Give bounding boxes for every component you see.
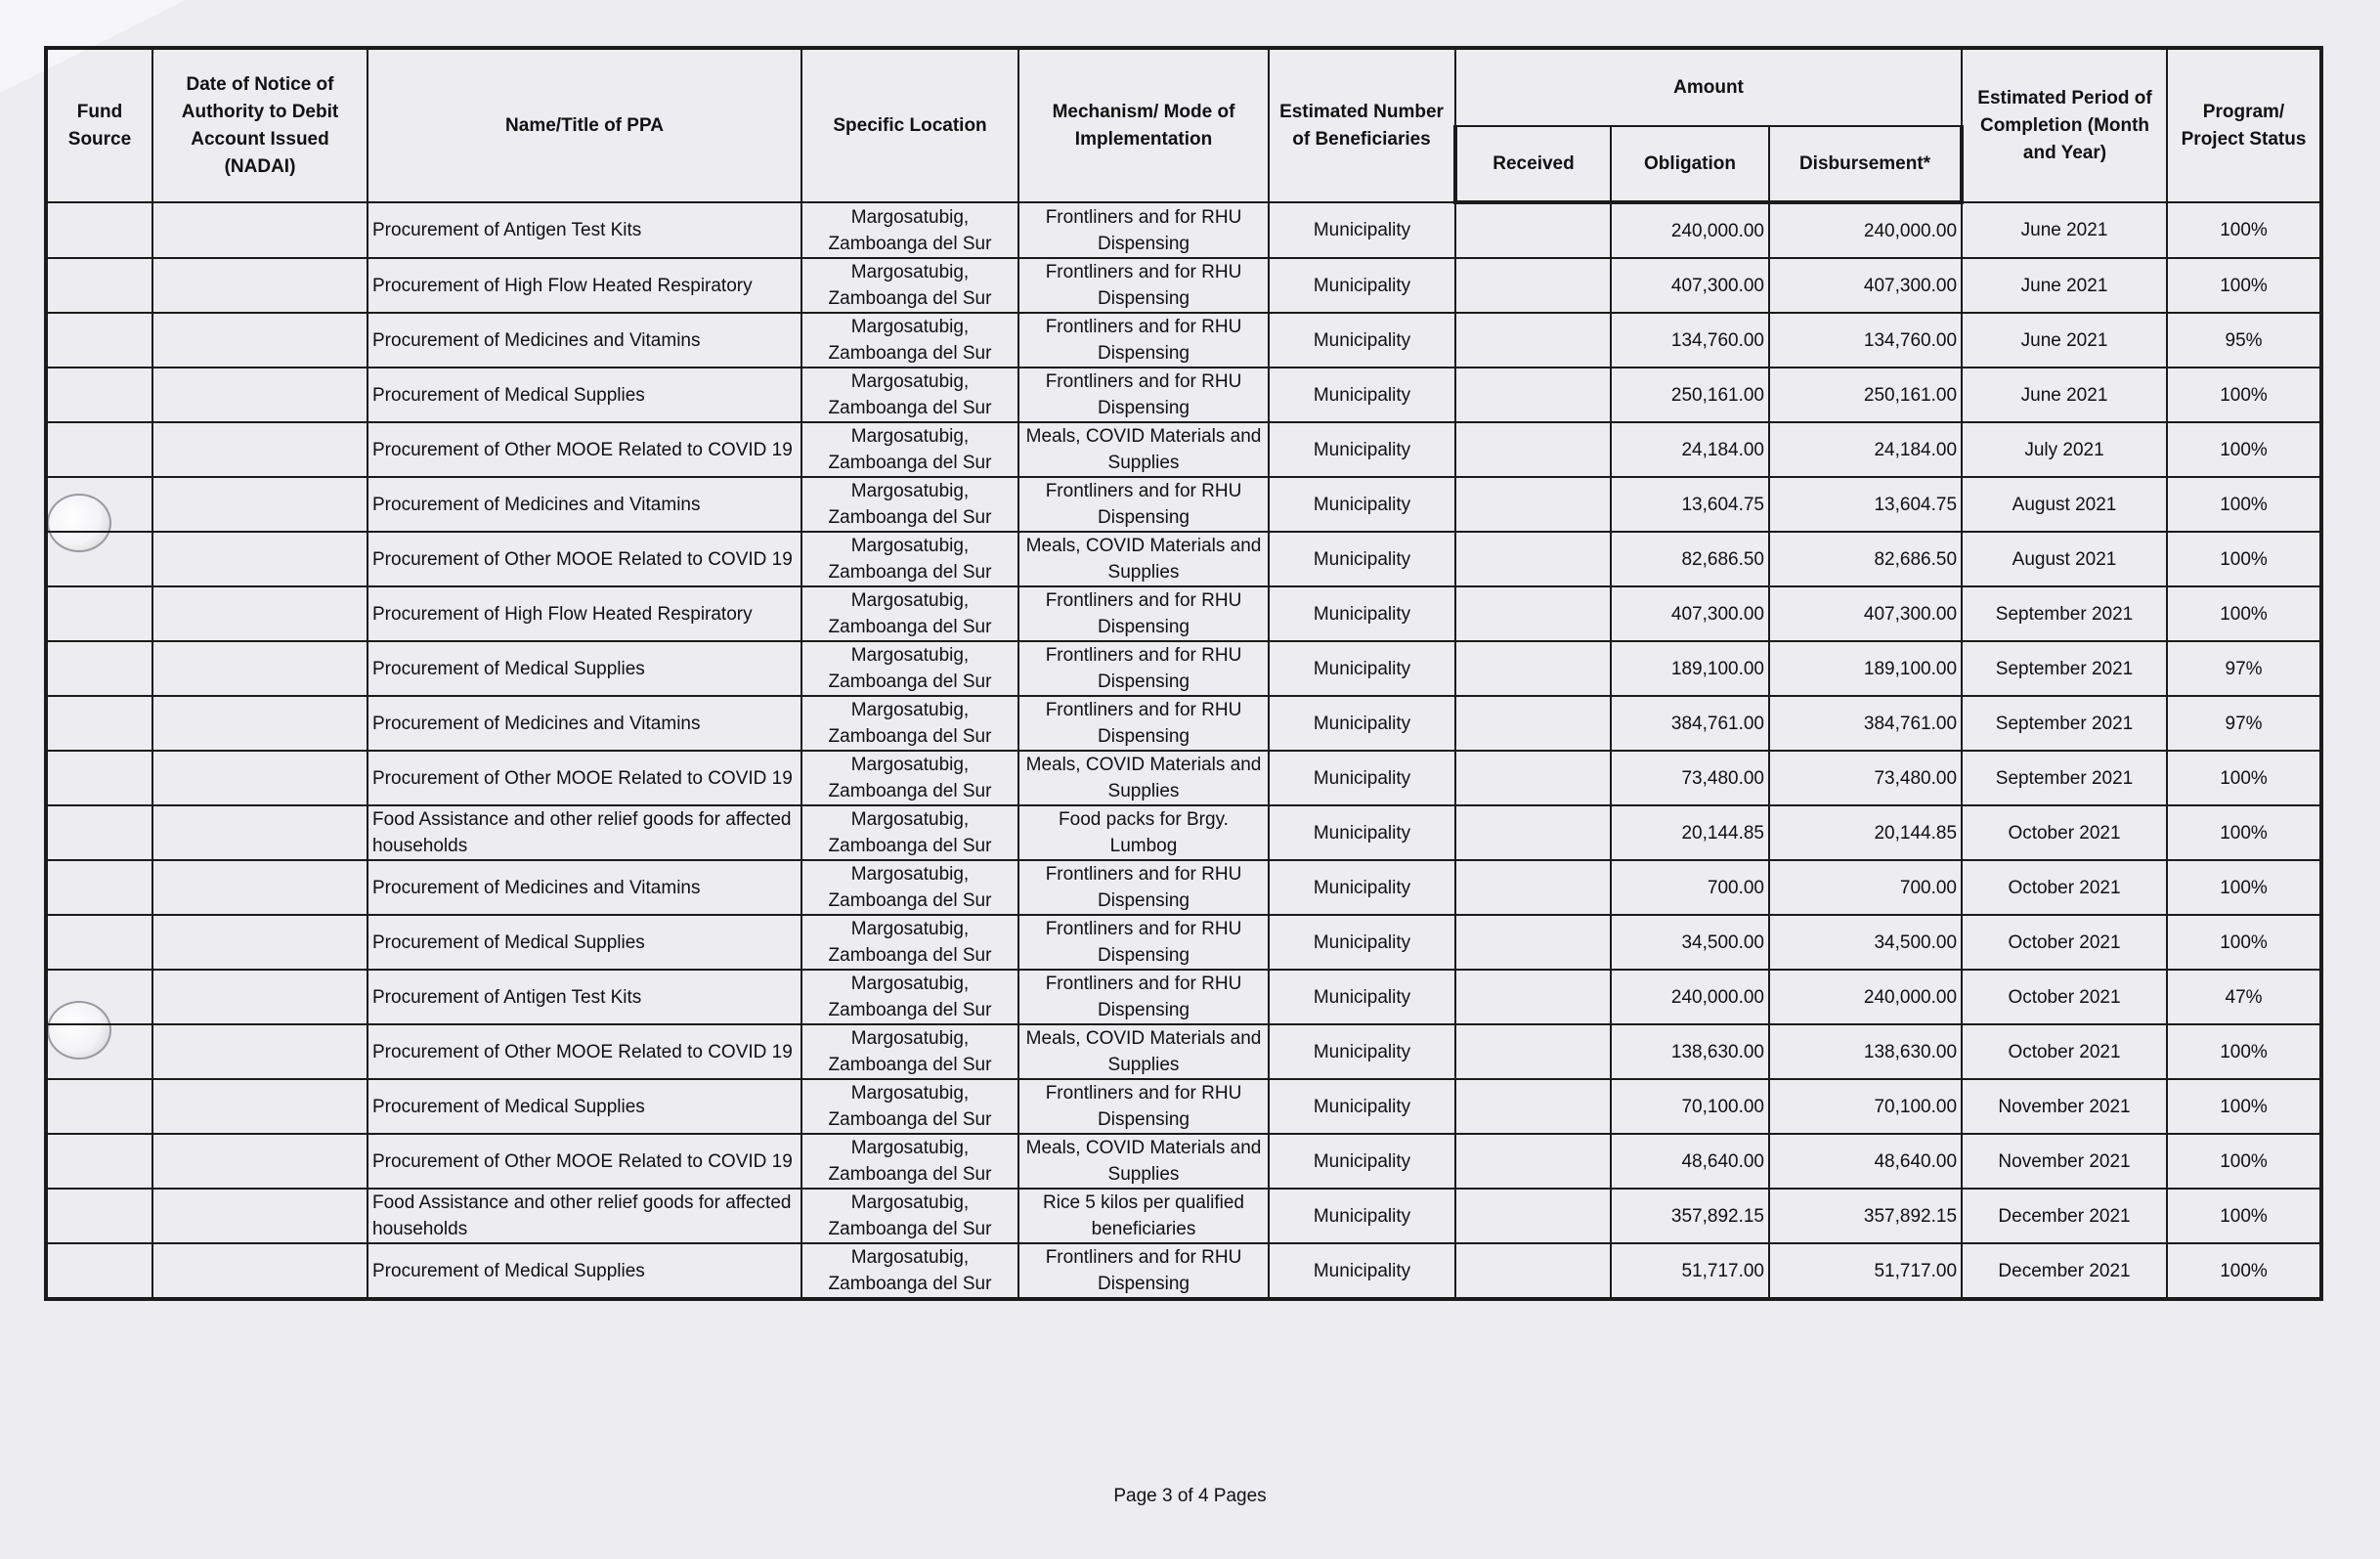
cell-name: Procurement of Medicines and Vitamins — [368, 477, 801, 532]
cell-location: Margosatubig, Zamboanga del Sur — [801, 586, 1018, 641]
cell-location: Margosatubig, Zamboanga del Sur — [801, 696, 1018, 751]
cell-received — [1455, 696, 1611, 751]
table-row — [46, 1024, 2321, 1079]
cell-period: November 2021 — [1962, 1134, 2167, 1189]
cell-beneficiaries: Municipality — [1269, 970, 1455, 1024]
cell-nadai — [152, 860, 368, 915]
cell-obligation: 51,717.00 — [1611, 1243, 1769, 1299]
cell-received — [1455, 805, 1611, 860]
cell-fund-source — [46, 1189, 152, 1243]
cell-location: Margosatubig, Zamboanga del Sur — [801, 970, 1018, 1024]
cell-mechanism: Meals, COVID Materials and Supplies — [1018, 751, 1269, 805]
cell-beneficiaries: Municipality — [1269, 860, 1455, 915]
cell-obligation: 70,100.00 — [1611, 1079, 1769, 1134]
cell-received — [1455, 1024, 1611, 1079]
cell-status: 47% — [2167, 970, 2321, 1024]
cell-obligation: 24,184.00 — [1611, 422, 1769, 477]
cell-period: June 2021 — [1962, 313, 2167, 368]
cell-nadai — [152, 915, 368, 970]
cell-period: June 2021 — [1962, 368, 2167, 422]
cell-obligation: 240,000.00 — [1611, 970, 1769, 1024]
cell-nadai — [152, 1024, 368, 1079]
cell-received — [1455, 477, 1611, 532]
cell-disbursement: 240,000.00 — [1769, 202, 1962, 258]
header-disbursement: Disbursement* — [1769, 126, 1962, 202]
cell-mechanism: Frontliners and for RHU Dispensing — [1018, 696, 1269, 751]
cell-nadai — [152, 1134, 368, 1189]
cell-fund-source — [46, 313, 152, 368]
cell-disbursement: 407,300.00 — [1769, 586, 1962, 641]
table-row — [46, 1243, 2321, 1299]
cell-obligation: 357,892.15 — [1611, 1189, 1769, 1243]
cell-obligation: 189,100.00 — [1611, 641, 1769, 696]
header-location: Specific Location — [801, 48, 1018, 202]
cell-nadai — [152, 258, 368, 313]
cell-location: Margosatubig, Zamboanga del Sur — [801, 1024, 1018, 1079]
table-row — [46, 422, 2321, 477]
table-row — [46, 860, 2321, 915]
cell-location: Margosatubig, Zamboanga del Sur — [801, 368, 1018, 422]
cell-name: Procurement of Medical Supplies — [368, 368, 801, 422]
cell-received — [1455, 1189, 1611, 1243]
cell-disbursement: 51,717.00 — [1769, 1243, 1962, 1299]
table-row — [46, 915, 2321, 970]
cell-status: 100% — [2167, 1079, 2321, 1134]
page-number: Page 3 of 4 Pages — [1113, 1486, 1267, 1506]
cell-location: Margosatubig, Zamboanga del Sur — [801, 202, 1018, 258]
cell-status: 97% — [2167, 641, 2321, 696]
cell-name: Procurement of Other MOOE Related to COVID 19 — [368, 751, 801, 805]
cell-nadai — [152, 1189, 368, 1243]
cell-status: 100% — [2167, 258, 2321, 313]
cell-beneficiaries: Municipality — [1269, 805, 1455, 860]
table-body — [46, 202, 2321, 1299]
cell-fund-source — [46, 696, 152, 751]
cell-obligation: 384,761.00 — [1611, 696, 1769, 751]
cell-location: Margosatubig, Zamboanga del Sur — [801, 915, 1018, 970]
cell-received — [1455, 1243, 1611, 1299]
cell-period: July 2021 — [1962, 422, 2167, 477]
cell-period: October 2021 — [1962, 805, 2167, 860]
cell-fund-source — [46, 477, 152, 532]
table-row — [46, 477, 2321, 532]
cell-status: 100% — [2167, 477, 2321, 532]
cell-status: 100% — [2167, 1024, 2321, 1079]
cell-location: Margosatubig, Zamboanga del Sur — [801, 860, 1018, 915]
cell-disbursement: 357,892.15 — [1769, 1189, 1962, 1243]
cell-beneficiaries: Municipality — [1269, 641, 1455, 696]
cell-nadai — [152, 202, 368, 258]
cell-fund-source — [46, 970, 152, 1024]
cell-mechanism: Frontliners and for RHU Dispensing — [1018, 970, 1269, 1024]
cell-mechanism: Frontliners and for RHU Dispensing — [1018, 313, 1269, 368]
cell-received — [1455, 532, 1611, 586]
cell-period: October 2021 — [1962, 970, 2167, 1024]
cell-status: 100% — [2167, 805, 2321, 860]
cell-mechanism: Frontliners and for RHU Dispensing — [1018, 860, 1269, 915]
table-header — [46, 48, 2321, 202]
cell-period: September 2021 — [1962, 696, 2167, 751]
cell-beneficiaries: Municipality — [1269, 477, 1455, 532]
table-row — [46, 532, 2321, 586]
cell-fund-source — [46, 915, 152, 970]
header-nadai: Date of Notice of Authority to Debit Account Issued (NADAI) — [152, 48, 368, 202]
cell-received — [1455, 258, 1611, 313]
cell-received — [1455, 751, 1611, 805]
cell-fund-source — [46, 1024, 152, 1079]
cell-fund-source — [46, 258, 152, 313]
cell-name: Procurement of Medical Supplies — [368, 641, 801, 696]
cell-obligation: 250,161.00 — [1611, 368, 1769, 422]
cell-disbursement: 240,000.00 — [1769, 970, 1962, 1024]
cell-status: 100% — [2167, 586, 2321, 641]
cell-nadai — [152, 751, 368, 805]
cell-location: Margosatubig, Zamboanga del Sur — [801, 641, 1018, 696]
table-row — [46, 696, 2321, 751]
table-row — [46, 202, 2321, 258]
cell-fund-source — [46, 641, 152, 696]
cell-fund-source — [46, 1243, 152, 1299]
cell-name: Procurement of Other MOOE Related to COVID 19 — [368, 1024, 801, 1079]
cell-disbursement: 13,604.75 — [1769, 477, 1962, 532]
cell-period: September 2021 — [1962, 641, 2167, 696]
cell-obligation: 73,480.00 — [1611, 751, 1769, 805]
cell-location: Margosatubig, Zamboanga del Sur — [801, 1134, 1018, 1189]
cell-received — [1455, 641, 1611, 696]
cell-received — [1455, 422, 1611, 477]
cell-period: June 2021 — [1962, 258, 2167, 313]
table-row — [46, 368, 2321, 422]
cell-nadai — [152, 477, 368, 532]
ppa-report-table — [44, 46, 2323, 1301]
cell-beneficiaries: Municipality — [1269, 751, 1455, 805]
cell-mechanism: Frontliners and for RHU Dispensing — [1018, 258, 1269, 313]
cell-location: Margosatubig, Zamboanga del Sur — [801, 751, 1018, 805]
cell-mechanism: Frontliners and for RHU Dispensing — [1018, 641, 1269, 696]
cell-location: Margosatubig, Zamboanga del Sur — [801, 1079, 1018, 1134]
cell-received — [1455, 970, 1611, 1024]
cell-name: Procurement of Other MOOE Related to COVID 19 — [368, 1134, 801, 1189]
cell-status: 100% — [2167, 422, 2321, 477]
cell-received — [1455, 202, 1611, 258]
cell-name: Procurement of Antigen Test Kits — [368, 970, 801, 1024]
cell-obligation: 34,500.00 — [1611, 915, 1769, 970]
header-mechanism: Mechanism/ Mode of Implementation — [1018, 48, 1269, 202]
header-beneficiaries: Estimated Number of Beneficiaries — [1269, 48, 1455, 202]
cell-obligation: 48,640.00 — [1611, 1134, 1769, 1189]
cell-beneficiaries: Municipality — [1269, 1134, 1455, 1189]
cell-period: September 2021 — [1962, 586, 2167, 641]
cell-period: October 2021 — [1962, 1024, 2167, 1079]
cell-nadai — [152, 368, 368, 422]
cell-received — [1455, 313, 1611, 368]
cell-name: Procurement of Antigen Test Kits — [368, 202, 801, 258]
header-name: Name/Title of PPA — [368, 48, 801, 202]
cell-obligation: 134,760.00 — [1611, 313, 1769, 368]
cell-received — [1455, 1134, 1611, 1189]
cell-period: August 2021 — [1962, 532, 2167, 586]
cell-mechanism: Frontliners and for RHU Dispensing — [1018, 368, 1269, 422]
cell-nadai — [152, 696, 368, 751]
header-obligation: Obligation — [1611, 126, 1769, 202]
cell-period: November 2021 — [1962, 1079, 2167, 1134]
table-row — [46, 313, 2321, 368]
cell-obligation: 700.00 — [1611, 860, 1769, 915]
cell-disbursement: 34,500.00 — [1769, 915, 1962, 970]
cell-fund-source — [46, 1134, 152, 1189]
cell-disbursement: 82,686.50 — [1769, 532, 1962, 586]
cell-name: Food Assistance and other relief goods for affected households — [368, 805, 801, 860]
cell-obligation: 138,630.00 — [1611, 1024, 1769, 1079]
header-period: Estimated Period of Completion (Month and Year) — [1962, 48, 2167, 202]
cell-location: Margosatubig, Zamboanga del Sur — [801, 258, 1018, 313]
cell-name: Procurement of Other MOOE Related to COVID 19 — [368, 422, 801, 477]
cell-fund-source — [46, 805, 152, 860]
cell-name: Procurement of Medicines and Vitamins — [368, 860, 801, 915]
cell-period: December 2021 — [1962, 1243, 2167, 1299]
cell-fund-source — [46, 202, 152, 258]
cell-beneficiaries: Municipality — [1269, 1079, 1455, 1134]
cell-disbursement: 384,761.00 — [1769, 696, 1962, 751]
cell-obligation: 13,604.75 — [1611, 477, 1769, 532]
cell-location: Margosatubig, Zamboanga del Sur — [801, 422, 1018, 477]
cell-mechanism: Frontliners and for RHU Dispensing — [1018, 477, 1269, 532]
cell-disbursement: 70,100.00 — [1769, 1079, 1962, 1134]
cell-fund-source — [46, 586, 152, 641]
cell-nadai — [152, 1079, 368, 1134]
cell-nadai — [152, 532, 368, 586]
cell-location: Margosatubig, Zamboanga del Sur — [801, 1243, 1018, 1299]
cell-location: Margosatubig, Zamboanga del Sur — [801, 313, 1018, 368]
cell-beneficiaries: Municipality — [1269, 1243, 1455, 1299]
table-row — [46, 970, 2321, 1024]
cell-disbursement: 24,184.00 — [1769, 422, 1962, 477]
cell-disbursement: 189,100.00 — [1769, 641, 1962, 696]
cell-disbursement: 48,640.00 — [1769, 1134, 1962, 1189]
cell-disbursement: 407,300.00 — [1769, 258, 1962, 313]
cell-beneficiaries: Municipality — [1269, 696, 1455, 751]
cell-received — [1455, 586, 1611, 641]
cell-obligation: 407,300.00 — [1611, 258, 1769, 313]
cell-disbursement: 134,760.00 — [1769, 313, 1962, 368]
cell-mechanism: Frontliners and for RHU Dispensing — [1018, 586, 1269, 641]
cell-name: Procurement of Medicines and Vitamins — [368, 313, 801, 368]
cell-period: June 2021 — [1962, 202, 2167, 258]
cell-location: Margosatubig, Zamboanga del Sur — [801, 805, 1018, 860]
table-row — [46, 641, 2321, 696]
cell-period: October 2021 — [1962, 915, 2167, 970]
cell-beneficiaries: Municipality — [1269, 1024, 1455, 1079]
cell-name: Procurement of High Flow Heated Respiratory — [368, 258, 801, 313]
cell-beneficiaries: Municipality — [1269, 202, 1455, 258]
cell-status: 100% — [2167, 532, 2321, 586]
cell-status: 100% — [2167, 915, 2321, 970]
table-row — [46, 1134, 2321, 1189]
cell-nadai — [152, 313, 368, 368]
cell-status: 97% — [2167, 696, 2321, 751]
cell-mechanism: Frontliners and for RHU Dispensing — [1018, 1079, 1269, 1134]
header-amount: Amount — [1455, 48, 1962, 126]
cell-mechanism: Meals, COVID Materials and Supplies — [1018, 1024, 1269, 1079]
cell-mechanism: Meals, COVID Materials and Supplies — [1018, 1134, 1269, 1189]
cell-beneficiaries: Municipality — [1269, 422, 1455, 477]
cell-fund-source — [46, 532, 152, 586]
cell-fund-source — [46, 422, 152, 477]
cell-disbursement: 138,630.00 — [1769, 1024, 1962, 1079]
cell-beneficiaries: Municipality — [1269, 1189, 1455, 1243]
cell-received — [1455, 368, 1611, 422]
table-row — [46, 751, 2321, 805]
cell-mechanism: Food packs for Brgy. Lumbog — [1018, 805, 1269, 860]
cell-location: Margosatubig, Zamboanga del Sur — [801, 477, 1018, 532]
header-received: Received — [1455, 126, 1611, 202]
header-fund-source: Fund Source — [46, 48, 152, 202]
cell-received — [1455, 915, 1611, 970]
cell-fund-source — [46, 860, 152, 915]
table-row — [46, 805, 2321, 860]
cell-received — [1455, 860, 1611, 915]
cell-name: Procurement of Medical Supplies — [368, 1079, 801, 1134]
cell-period: October 2021 — [1962, 860, 2167, 915]
cell-status: 100% — [2167, 1134, 2321, 1189]
cell-name: Food Assistance and other relief goods for affected households — [368, 1189, 801, 1243]
cell-nadai — [152, 1243, 368, 1299]
cell-received — [1455, 1079, 1611, 1134]
cell-status: 100% — [2167, 1243, 2321, 1299]
cell-obligation: 82,686.50 — [1611, 532, 1769, 586]
cell-name: Procurement of Medical Supplies — [368, 1243, 801, 1299]
cell-beneficiaries: Municipality — [1269, 368, 1455, 422]
cell-nadai — [152, 805, 368, 860]
cell-name: Procurement of High Flow Heated Respiratory — [368, 586, 801, 641]
cell-name: Procurement of Other MOOE Related to COVID 19 — [368, 532, 801, 586]
cell-nadai — [152, 641, 368, 696]
cell-period: August 2021 — [1962, 477, 2167, 532]
cell-mechanism: Frontliners and for RHU Dispensing — [1018, 202, 1269, 258]
cell-nadai — [152, 422, 368, 477]
cell-status: 100% — [2167, 860, 2321, 915]
cell-beneficiaries: Municipality — [1269, 258, 1455, 313]
cell-disbursement: 700.00 — [1769, 860, 1962, 915]
cell-beneficiaries: Municipality — [1269, 586, 1455, 641]
header-status: Program/ Project Status — [2167, 48, 2321, 202]
cell-mechanism: Meals, COVID Materials and Supplies — [1018, 422, 1269, 477]
cell-name: Procurement of Medical Supplies — [368, 915, 801, 970]
cell-obligation: 240,000.00 — [1611, 202, 1769, 258]
cell-beneficiaries: Municipality — [1269, 313, 1455, 368]
cell-mechanism: Rice 5 kilos per qualified beneficiaries — [1018, 1189, 1269, 1243]
cell-status: 100% — [2167, 368, 2321, 422]
table-row — [46, 1079, 2321, 1134]
cell-mechanism: Frontliners and for RHU Dispensing — [1018, 1243, 1269, 1299]
cell-location: Margosatubig, Zamboanga del Sur — [801, 1189, 1018, 1243]
cell-status: 100% — [2167, 751, 2321, 805]
cell-status: 100% — [2167, 202, 2321, 258]
cell-name: Procurement of Medicines and Vitamins — [368, 696, 801, 751]
cell-period: December 2021 — [1962, 1189, 2167, 1243]
cell-disbursement: 73,480.00 — [1769, 751, 1962, 805]
cell-beneficiaries: Municipality — [1269, 532, 1455, 586]
table-row — [46, 586, 2321, 641]
cell-disbursement: 250,161.00 — [1769, 368, 1962, 422]
cell-fund-source — [46, 1079, 152, 1134]
cell-mechanism: Frontliners and for RHU Dispensing — [1018, 915, 1269, 970]
table-row — [46, 258, 2321, 313]
table-row — [46, 1189, 2321, 1243]
cell-location: Margosatubig, Zamboanga del Sur — [801, 532, 1018, 586]
cell-nadai — [152, 970, 368, 1024]
cell-status: 95% — [2167, 313, 2321, 368]
cell-obligation: 20,144.85 — [1611, 805, 1769, 860]
cell-period: September 2021 — [1962, 751, 2167, 805]
cell-beneficiaries: Municipality — [1269, 915, 1455, 970]
cell-disbursement: 20,144.85 — [1769, 805, 1962, 860]
cell-fund-source — [46, 368, 152, 422]
cell-obligation: 407,300.00 — [1611, 586, 1769, 641]
cell-status: 100% — [2167, 1189, 2321, 1243]
cell-nadai — [152, 586, 368, 641]
cell-fund-source — [46, 751, 152, 805]
cell-mechanism: Meals, COVID Materials and Supplies — [1018, 532, 1269, 586]
